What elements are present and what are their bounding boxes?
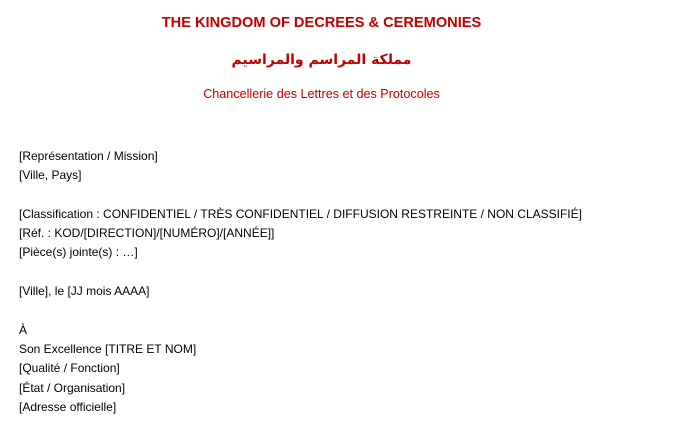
date-line: [Ville], le [JJ mois AAAA]: [19, 284, 150, 299]
recipient-to: À: [19, 322, 28, 337]
sender-city-country: [Ville, Pays]: [19, 168, 82, 183]
document-title: THE KINGDOM OF DECREES & CEREMONIES: [161, 15, 482, 31]
recipient-state: [État / Organisation]: [19, 380, 126, 395]
document-subtitle: Chancellerie des Lettres et des Protocoles: [203, 87, 440, 101]
recipient-function: [Qualité / Fonction]: [19, 361, 120, 376]
attachments-line: [Pièce(s) jointe(s) : …]: [19, 245, 138, 260]
arabic-title: مملكة المراسم والمراسيم: [231, 52, 412, 68]
classification-line: [Classification : CONFIDENTIEL / TRÈS CONFIDENTIEL / DIFFUSION RESTREINTE / NON CLASSIFIÉ]: [19, 206, 582, 221]
recipient-name: Son Excellence [TITRE ET NOM]: [19, 341, 197, 356]
letter-body: [19, 147, 582, 417]
reference-line: [Réf. : KOD/[DIRECTION]/[NUMÉRO]/[ANNÉE]]: [19, 226, 275, 241]
sender-mission: [Représentation / Mission]: [19, 149, 158, 163]
recipient-address: [Adresse officielle]: [19, 399, 117, 414]
